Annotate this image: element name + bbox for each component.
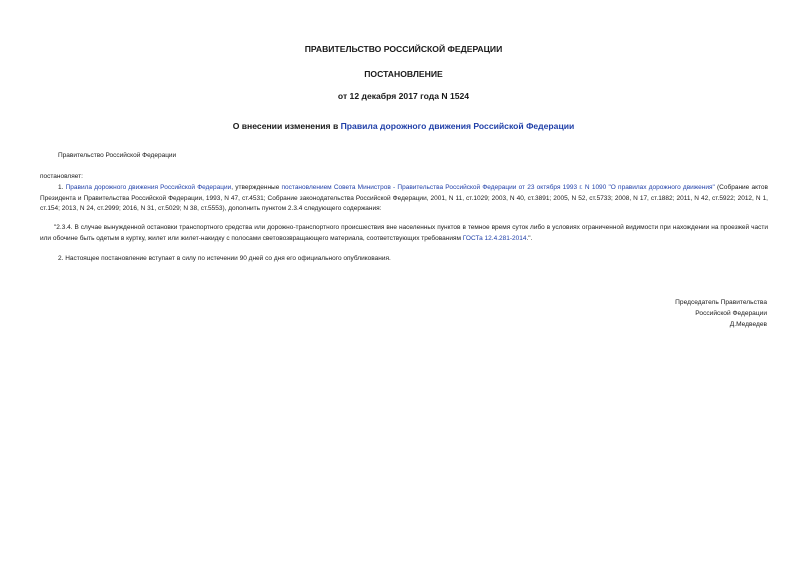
document-date-heading: от 12 декабря 2017 года N 1524 bbox=[337, 91, 470, 101]
item-1-link-decree[interactable]: постановлением Совета Министров - Правительства Российской Федерации от 23 октября 1993 г. N 1090 "О правилах дорожного движения" bbox=[281, 184, 715, 191]
quote-paragraph bbox=[40, 223, 768, 244]
signature-organization: Российской Федерации bbox=[695, 310, 767, 317]
document-type-heading: ПОСТАНОВЛЕНИЕ bbox=[364, 69, 443, 79]
item-2-paragraph: 2. Настоящее постановление вступает в силу по истечении 90 дней со дня его официального опубликования. bbox=[58, 255, 391, 262]
quote-end: .". bbox=[526, 234, 533, 242]
signature-position: Председатель Правительства bbox=[675, 299, 767, 306]
item-1-text-b: (Собрание актов Президента и Правительства Российской Федерации, 1993, N 47, ст.4531; Собрание законодательства Российской Федерации, 2001, N 11, ст.1029; 2003, N 40, ст.3891; 2005, N 52, ст.5733; 2008, N 17, ст.1882; 2011, N 42, ст.5922; 2012, N 1, ст.154; 2013, N 24, ст.2999; 2016, N 31, ст.5029; N 38, ст.5553), дополнить пунктом 2.3.4 следующего содержания: bbox=[40, 184, 768, 212]
signature-name: Д.Медведев bbox=[729, 321, 767, 328]
signature-block bbox=[567, 297, 767, 330]
quote-link-gost[interactable]: ГОСТа 12.4.281-2014 bbox=[462, 234, 527, 242]
item-1-link-traffic-rules[interactable]: Правила дорожного движения Российской Федерации bbox=[65, 184, 232, 191]
item-1-text-a: , утвержденные bbox=[231, 184, 282, 191]
item-1-paragraph bbox=[40, 183, 768, 215]
quote-text: "2.3.4. В случае вынужденной остановки транспортного средства или дорожно-транспортного происшествия вне населенных пунктов в темное время суток либо в условиях ограниченной видимости при нахождении на проезжей части или обочине быть одетым в куртку, жилет или жилет-накидку с полосами световозвращающего материала, соответствующих требованиям bbox=[40, 224, 768, 242]
title-link-traffic-rules[interactable]: Правила дорожного движения Российской Федерации bbox=[340, 121, 575, 131]
government-heading: ПРАВИТЕЛЬСТВО РОССИЙСКОЙ ФЕДЕРАЦИИ bbox=[304, 44, 503, 54]
intro-text: Правительство Российской Федерации bbox=[58, 152, 177, 159]
title-prefix: О внесении изменения в bbox=[232, 121, 341, 131]
item-1-number: 1. bbox=[58, 184, 66, 191]
decides-text: постановляет: bbox=[40, 173, 83, 180]
document-title bbox=[0, 121, 807, 131]
